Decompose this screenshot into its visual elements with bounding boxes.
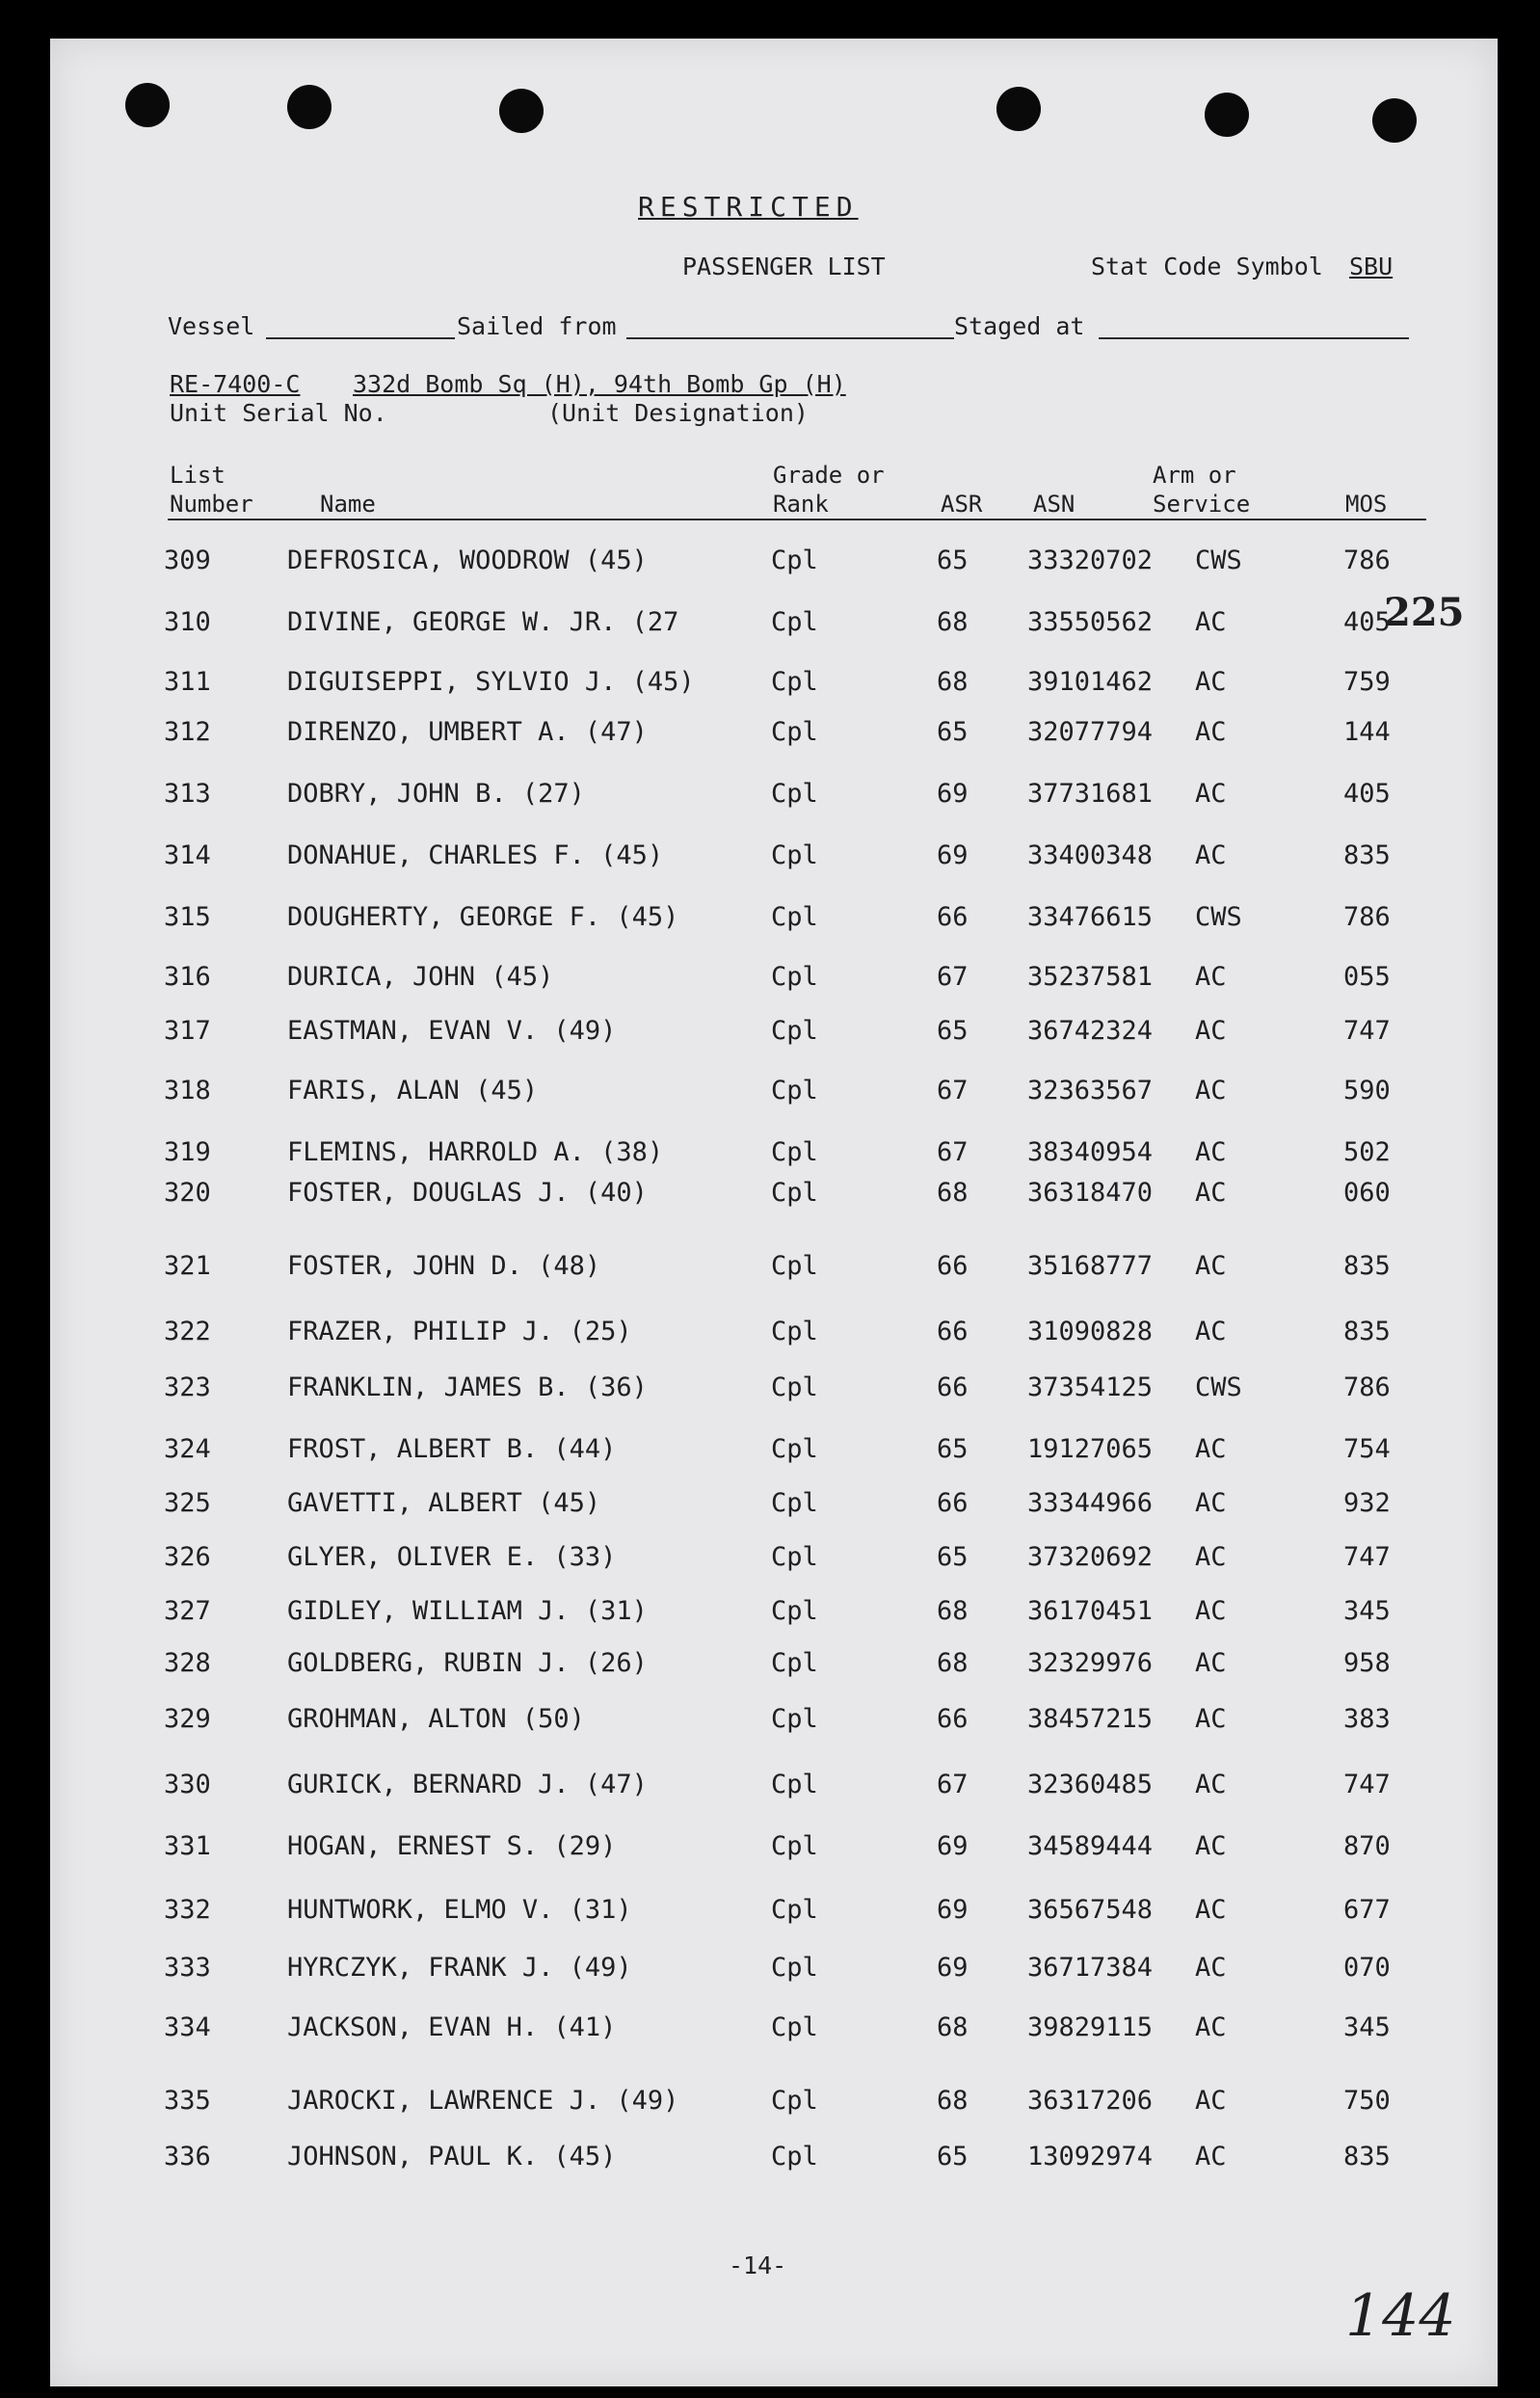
cell-num: 320 [164, 1178, 211, 1208]
cell-asn: 36567548 [1027, 1895, 1154, 1925]
cell-arm: AC [1195, 2012, 1227, 2042]
table-row [0, 1770, 1540, 1808]
table-row [0, 1648, 1540, 1687]
vessel-blank [266, 337, 455, 339]
cell-name: FOSTER, DOUGLAS J. (40) [287, 1178, 648, 1208]
sailed-from-blank [626, 337, 954, 339]
cell-mos: 759 [1343, 667, 1391, 697]
stat-code-label: Stat Code Symbol [1091, 253, 1323, 280]
cell-arm: AC [1195, 2086, 1227, 2116]
cell-name: HUNTWORK, ELMO V. (31) [287, 1895, 632, 1925]
cell-asr: 69 [937, 840, 969, 870]
cell-mos: 055 [1343, 962, 1391, 992]
cell-mos: 786 [1343, 546, 1391, 575]
cell-grade: Cpl [771, 2142, 818, 2172]
cell-name: DOBRY, JOHN B. (27) [287, 779, 585, 809]
cell-asr: 67 [937, 1770, 969, 1799]
cell-asn: 13092974 [1027, 2142, 1154, 2172]
cell-mos: 345 [1343, 1596, 1391, 1626]
cell-name: JOHNSON, PAUL K. (45) [287, 2142, 617, 2172]
cell-asr: 68 [937, 2086, 969, 2116]
table-row [0, 962, 1540, 1000]
cell-name: GAVETTI, ALBERT (45) [287, 1488, 601, 1518]
punch-hole [125, 83, 170, 127]
table-row [0, 1596, 1540, 1635]
punch-hole [287, 85, 332, 129]
cell-grade: Cpl [771, 2086, 818, 2116]
cell-arm: AC [1195, 1488, 1227, 1518]
cell-asn: 37320692 [1027, 1542, 1154, 1572]
cell-arm: AC [1195, 1770, 1227, 1799]
table-row [0, 607, 1540, 646]
cell-grade: Cpl [771, 1317, 818, 1346]
cell-name: GROHMAN, ALTON (50) [287, 1704, 585, 1734]
cell-arm: AC [1195, 717, 1227, 747]
table-row [0, 1488, 1540, 1527]
cell-asn: 36742324 [1027, 1016, 1154, 1046]
cell-num: 336 [164, 2142, 211, 2172]
cell-grade: Cpl [771, 962, 818, 992]
cell-grade: Cpl [771, 1178, 818, 1208]
cell-num: 309 [164, 546, 211, 575]
cell-mos: 677 [1343, 1895, 1391, 1925]
cell-num: 311 [164, 667, 211, 697]
cell-mos: 502 [1343, 1137, 1391, 1167]
cell-grade: Cpl [771, 902, 818, 932]
sailed-from-label: Sailed from [457, 312, 617, 340]
cell-num: 330 [164, 1770, 211, 1799]
cell-arm: AC [1195, 1648, 1227, 1678]
cell-asn: 36318470 [1027, 1178, 1154, 1208]
cell-arm: AC [1195, 1251, 1227, 1281]
cell-grade: Cpl [771, 1542, 818, 1572]
handwritten-number: 144 [1345, 2282, 1456, 2350]
cell-name: JAROCKI, LAWRENCE J. (49) [287, 2086, 679, 2116]
cell-grade: Cpl [771, 1770, 818, 1799]
cell-asr: 65 [937, 1016, 969, 1046]
cell-num: 323 [164, 1372, 211, 1402]
cell-name: GOLDBERG, RUBIN J. (26) [287, 1648, 648, 1678]
cell-num: 315 [164, 902, 211, 932]
cell-mos: 786 [1343, 902, 1391, 932]
cell-num: 328 [164, 1648, 211, 1678]
col-header-asr: ASR [941, 491, 983, 518]
cell-num: 312 [164, 717, 211, 747]
unit-designation-value: 332d Bomb Sq (H), 94th Bomb Gp (H) [353, 370, 846, 398]
cell-name: GURICK, BERNARD J. (47) [287, 1770, 648, 1799]
cell-mos: 932 [1343, 1488, 1391, 1518]
cell-num: 331 [164, 1831, 211, 1861]
cell-mos: 835 [1343, 2142, 1391, 2172]
cell-asn: 35168777 [1027, 1251, 1154, 1281]
cell-asr: 69 [937, 1895, 969, 1925]
cell-asn: 32360485 [1027, 1770, 1154, 1799]
cell-mos: 590 [1343, 1076, 1391, 1106]
cell-name: FROST, ALBERT B. (44) [287, 1434, 617, 1464]
cell-asn: 32077794 [1027, 717, 1154, 747]
table-row [0, 2142, 1540, 2180]
cell-mos: 747 [1343, 1016, 1391, 1046]
cell-num: 321 [164, 1251, 211, 1281]
cell-name: EASTMAN, EVAN V. (49) [287, 1016, 617, 1046]
unit-serial-label: Unit Serial No. [170, 399, 387, 427]
table-row [0, 717, 1540, 756]
cell-asn: 33476615 [1027, 902, 1154, 932]
table-row [0, 1895, 1540, 1933]
col-header-grade: Grade or [773, 462, 885, 489]
table-row [0, 1542, 1540, 1581]
cell-asn: 33400348 [1027, 840, 1154, 870]
unit-serial-value: RE-7400-C [170, 370, 301, 398]
cell-arm: AC [1195, 1137, 1227, 1167]
cell-mos: 754 [1343, 1434, 1391, 1464]
cell-mos: 958 [1343, 1648, 1391, 1678]
unit-designation-label: (Unit Designation) [547, 399, 809, 427]
cell-grade: Cpl [771, 667, 818, 697]
cell-asr: 66 [937, 1704, 969, 1734]
cell-grade: Cpl [771, 779, 818, 809]
cell-mos: 747 [1343, 1770, 1391, 1799]
cell-num: 318 [164, 1076, 211, 1106]
stat-code-value: SBU [1349, 253, 1394, 280]
cell-arm: AC [1195, 2142, 1227, 2172]
col-header-arm: Arm or [1153, 462, 1236, 489]
cell-asr: 68 [937, 2012, 969, 2042]
cell-num: 332 [164, 1895, 211, 1925]
cell-grade: Cpl [771, 1648, 818, 1678]
cell-asn: 33550562 [1027, 607, 1154, 637]
cell-asr: 66 [937, 1251, 969, 1281]
cell-arm: AC [1195, 1076, 1227, 1106]
cell-asr: 67 [937, 1076, 969, 1106]
cell-asr: 69 [937, 779, 969, 809]
cell-name: DIRENZO, UMBERT A. (47) [287, 717, 648, 747]
cell-asr: 68 [937, 667, 969, 697]
cell-arm: AC [1195, 1016, 1227, 1046]
cell-mos: 835 [1343, 1251, 1391, 1281]
cell-arm: AC [1195, 840, 1227, 870]
table-row [0, 2012, 1540, 2051]
cell-asr: 66 [937, 1372, 969, 1402]
cell-arm: AC [1195, 1542, 1227, 1572]
cell-asn: 36170451 [1027, 1596, 1154, 1626]
cell-mos: 144 [1343, 717, 1391, 747]
cell-arm: AC [1195, 607, 1227, 637]
col-header-list: List [170, 462, 226, 489]
cell-asn: 38340954 [1027, 1137, 1154, 1167]
cell-grade: Cpl [771, 607, 818, 637]
table-row [0, 1251, 1540, 1290]
cell-arm: AC [1195, 1317, 1227, 1346]
cell-num: 314 [164, 840, 211, 870]
cell-grade: Cpl [771, 717, 818, 747]
cell-num: 310 [164, 607, 211, 637]
cell-asn: 39101462 [1027, 667, 1154, 697]
cell-mos: 070 [1343, 1953, 1391, 1983]
punch-hole [499, 89, 544, 133]
cell-grade: Cpl [771, 840, 818, 870]
cell-mos: 747 [1343, 1542, 1391, 1572]
cell-asn: 37731681 [1027, 779, 1154, 809]
table-row [0, 779, 1540, 817]
table-row [0, 1704, 1540, 1743]
cell-num: 326 [164, 1542, 211, 1572]
classification-heading: RESTRICTED [638, 191, 859, 223]
cell-mos: 345 [1343, 2012, 1391, 2042]
cell-grade: Cpl [771, 1137, 818, 1167]
cell-asr: 69 [937, 1831, 969, 1861]
table-row [0, 1137, 1540, 1176]
vessel-label: Vessel [168, 312, 255, 340]
cell-grade: Cpl [771, 1953, 818, 1983]
col-header-name: Name [320, 491, 376, 518]
table-row [0, 1831, 1540, 1870]
cell-grade: Cpl [771, 1488, 818, 1518]
col-header-rank: Rank [773, 491, 829, 518]
cell-asn: 39829115 [1027, 2012, 1154, 2042]
cell-asr: 65 [937, 717, 969, 747]
cell-asr: 65 [937, 1542, 969, 1572]
table-row [0, 1317, 1540, 1355]
cell-asr: 66 [937, 1317, 969, 1346]
col-header-mos: MOS [1345, 491, 1388, 518]
cell-arm: AC [1195, 1434, 1227, 1464]
cell-name: DONAHUE, CHARLES F. (45) [287, 840, 664, 870]
cell-asn: 33344966 [1027, 1488, 1154, 1518]
cell-grade: Cpl [771, 1016, 818, 1046]
cell-asr: 68 [937, 1178, 969, 1208]
cell-num: 327 [164, 1596, 211, 1626]
cell-grade: Cpl [771, 1831, 818, 1861]
cell-asn: 32363567 [1027, 1076, 1154, 1106]
cell-num: 316 [164, 962, 211, 992]
punch-hole [1372, 98, 1417, 143]
cell-arm: AC [1195, 1953, 1227, 1983]
cell-grade: Cpl [771, 1704, 818, 1734]
table-row [0, 1372, 1540, 1411]
cell-num: 333 [164, 1953, 211, 1983]
cell-num: 335 [164, 2086, 211, 2116]
cell-name: JACKSON, EVAN H. (41) [287, 2012, 617, 2042]
cell-mos: 786 [1343, 1372, 1391, 1402]
cell-grade: Cpl [771, 1251, 818, 1281]
cell-grade: Cpl [771, 1895, 818, 1925]
cell-asn: 38457215 [1027, 1704, 1154, 1734]
cell-arm: AC [1195, 667, 1227, 697]
cell-name: DIGUISEPPI, SYLVIO J. (45) [287, 667, 695, 697]
cell-asr: 67 [937, 1137, 969, 1167]
table-row [0, 667, 1540, 706]
cell-asr: 65 [937, 1434, 969, 1464]
cell-asr: 66 [937, 902, 969, 932]
punch-hole [996, 87, 1041, 131]
cell-name: DOUGHERTY, GEORGE F. (45) [287, 902, 679, 932]
table-row [0, 1953, 1540, 1991]
cell-name: DEFROSICA, WOODROW (45) [287, 546, 648, 575]
col-header-asn: ASN [1033, 491, 1075, 518]
table-row [0, 546, 1540, 584]
col-header-service: Service [1153, 491, 1251, 518]
cell-asr: 68 [937, 1648, 969, 1678]
cell-num: 317 [164, 1016, 211, 1046]
col-header-number: Number [170, 491, 253, 518]
list-title: PASSENGER LIST [682, 253, 886, 280]
cell-asr: 65 [937, 2142, 969, 2172]
cell-asn: 34589444 [1027, 1831, 1154, 1861]
table-row [0, 1178, 1540, 1216]
cell-num: 334 [164, 2012, 211, 2042]
cell-arm: AC [1195, 1596, 1227, 1626]
cell-mos: 835 [1343, 1317, 1391, 1346]
cell-arm: AC [1195, 1178, 1227, 1208]
cell-asn: 32329976 [1027, 1648, 1154, 1678]
cell-grade: Cpl [771, 1372, 818, 1402]
cell-num: 325 [164, 1488, 211, 1518]
cell-asn: 36317206 [1027, 2086, 1154, 2116]
cell-mos: 870 [1343, 1831, 1391, 1861]
cell-name: DURICA, JOHN (45) [287, 962, 554, 992]
cell-name: FRAZER, PHILIP J. (25) [287, 1317, 632, 1346]
punch-hole [1205, 93, 1249, 137]
cell-asr: 68 [937, 1596, 969, 1626]
table-row [0, 840, 1540, 879]
cell-name: HYRCZYK, FRANK J. (49) [287, 1953, 632, 1983]
cell-arm: AC [1195, 962, 1227, 992]
cell-num: 322 [164, 1317, 211, 1346]
cell-asr: 68 [937, 607, 969, 637]
cell-mos: 060 [1343, 1178, 1391, 1208]
cell-asr: 67 [937, 962, 969, 992]
staged-at-label: Staged at [954, 312, 1085, 340]
cell-name: HOGAN, ERNEST S. (29) [287, 1831, 617, 1861]
cell-num: 324 [164, 1434, 211, 1464]
cell-arm: CWS [1195, 546, 1242, 575]
table-row [0, 1076, 1540, 1114]
cell-asn: 37354125 [1027, 1372, 1154, 1402]
table-row [0, 1434, 1540, 1473]
cell-num: 319 [164, 1137, 211, 1167]
header-rule [168, 519, 1426, 520]
cell-grade: Cpl [771, 1596, 818, 1626]
table-row [0, 902, 1540, 941]
cell-num: 313 [164, 779, 211, 809]
cell-asr: 66 [937, 1488, 969, 1518]
cell-arm: AC [1195, 1895, 1227, 1925]
cell-grade: Cpl [771, 2012, 818, 2042]
cell-grade: Cpl [771, 546, 818, 575]
cell-asn: 33320702 [1027, 546, 1154, 575]
cell-grade: Cpl [771, 1434, 818, 1464]
table-row [0, 2086, 1540, 2124]
cell-name: FARIS, ALAN (45) [287, 1076, 539, 1106]
cell-asr: 65 [937, 546, 969, 575]
cell-name: FLEMINS, HARROLD A. (38) [287, 1137, 664, 1167]
page-number: -14- [729, 2251, 787, 2279]
cell-arm: AC [1195, 779, 1227, 809]
cell-asn: 31090828 [1027, 1317, 1154, 1346]
cell-name: DIVINE, GEORGE W. JR. (27 [287, 607, 679, 637]
cell-grade: Cpl [771, 1076, 818, 1106]
cell-arm: AC [1195, 1704, 1227, 1734]
cell-mos: 750 [1343, 2086, 1391, 2116]
cell-asn: 36717384 [1027, 1953, 1154, 1983]
cell-mos: 835 [1343, 840, 1391, 870]
cell-name: FRANKLIN, JAMES B. (36) [287, 1372, 648, 1402]
cell-name: GLYER, OLIVER E. (33) [287, 1542, 617, 1572]
cell-name: GIDLEY, WILLIAM J. (31) [287, 1596, 648, 1626]
cell-mos: 383 [1343, 1704, 1391, 1734]
stamped-number: 225 [1384, 590, 1465, 635]
cell-arm: CWS [1195, 902, 1242, 932]
staged-at-blank [1099, 337, 1409, 339]
cell-mos: 405 [1343, 607, 1391, 637]
cell-num: 329 [164, 1704, 211, 1734]
cell-arm: CWS [1195, 1372, 1242, 1402]
cell-asn: 35237581 [1027, 962, 1154, 992]
cell-asn: 19127065 [1027, 1434, 1154, 1464]
cell-arm: AC [1195, 1831, 1227, 1861]
cell-mos: 405 [1343, 779, 1391, 809]
cell-asr: 69 [937, 1953, 969, 1983]
table-row [0, 1016, 1540, 1054]
cell-name: FOSTER, JOHN D. (48) [287, 1251, 601, 1281]
